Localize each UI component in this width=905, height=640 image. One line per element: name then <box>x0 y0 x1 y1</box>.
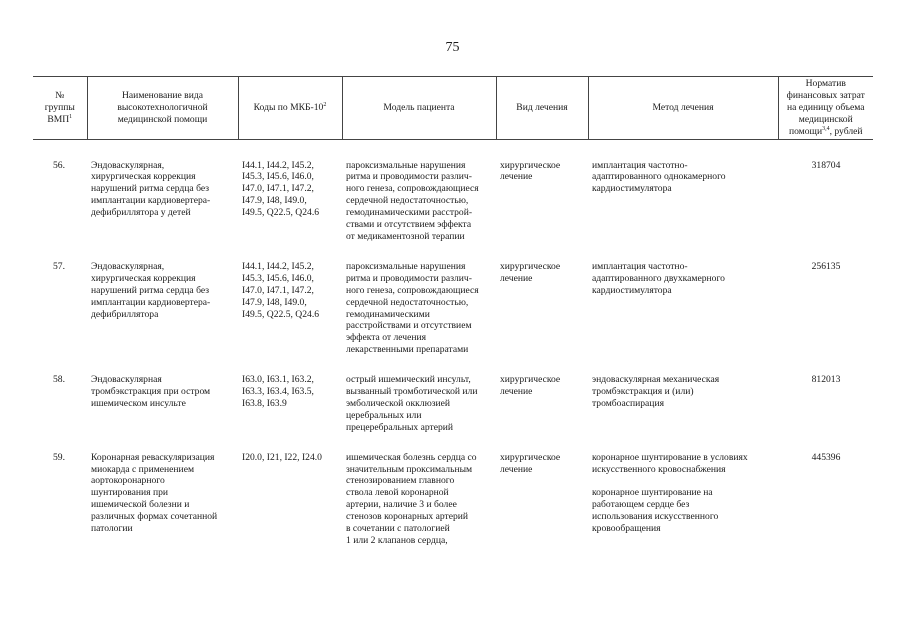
group-number-cell: 57. <box>53 260 65 272</box>
table-header <box>33 77 873 140</box>
patient-model-cell: острый ишемический инсульт, вызванный тромботической или эмболической окклюзией церебральных или прецеребральных артерий <box>346 374 478 433</box>
table-row <box>33 261 873 356</box>
method-item: эндоваскулярная механическая тромбэкстракция и (или) тромбоаспирация <box>592 374 720 409</box>
norm-value-cell: 445396 <box>811 451 841 463</box>
type-name-cell: Эндоваскулярная, хирургическая коррекция нарушений ритма сердца без имплантации кардиовертера- дефибриллятора у детей <box>91 159 211 219</box>
icd-codes-cell: I44.1, I44.2, I45.2, I45.3, I45.6, I46.0, I47.0, I47.1, I47.2, I47.9, I48, I49.0, I49.5, Q22.5, Q24.6 <box>242 159 320 219</box>
header-type-name: Наименование вида высокотехнологичной медицинской помощи <box>87 77 238 140</box>
icd-codes-cell: I20.0, I21, I22, I24.0 <box>242 451 322 463</box>
header-treatment-type: Вид лечения <box>496 77 588 140</box>
group-number-cell: 56. <box>53 159 65 171</box>
header-codes: Коды по МКБ-$10^2$ <box>238 77 342 140</box>
patient-model-cell: ишемическая болезнь сердца со значительным проксимальным стенозированием главного ствола левой коронарной артерии, наличие 3 и более стенозов коронарных артерий в сочетании с патологией 1 или 2 клапанов сердца, <box>346 451 477 546</box>
header-norm: Норматив финансовых затрат на единицу объема медицинской помощи$^{3,4}$, рублей <box>778 77 873 140</box>
treatment-type-cell: хирургическое лечение <box>500 374 561 398</box>
row-spacer <box>33 434 873 452</box>
type-name-cell: Эндоваскулярная тромбэкстракция при остром ишемическом инсульте <box>91 374 211 409</box>
method-item: коронарное шунтирование на работающем сердце без использования искусственного кровообращения <box>592 487 719 535</box>
type-name-cell: Коронарная реваскуляризация миокарда с применением аортокоронарного шунтирования при ишемической болезни и различных формах сочетанной патологии <box>91 451 218 535</box>
group-number-cell: 59. <box>53 451 65 463</box>
table-row <box>33 160 873 243</box>
patient-model-cell: пароксизмальные нарушения ритма и проводимости различ- ного генеза, сопровождающиеся сердечной недостаточностью, гемодинамическими расстрой- ствами и отсутствием эффекта от медикаментозной терапии <box>346 159 479 242</box>
method-cell <box>588 160 778 243</box>
header-method: Метод лечения <box>588 77 778 140</box>
table-row <box>33 374 873 434</box>
header-patient-model: Модель пациента <box>342 77 496 140</box>
page-number: 75 <box>445 40 460 55</box>
treatment-type-cell: хирургическое лечение <box>500 159 561 183</box>
method-cell <box>588 374 778 434</box>
row-spacer <box>33 139 873 160</box>
row-spacer <box>33 356 873 374</box>
norm-value-cell: 812013 <box>811 374 841 386</box>
treatment-type-cell: хирургическое лечение <box>500 451 561 475</box>
patient-model-cell: пароксизмальные нарушения ритма и проводимости различ- ного генеза, сопровождающиеся сердечной недостаточностью, гемодинамическими расстройствами и отсутствием эффекта от лечения лекарственными препаратами <box>346 260 479 356</box>
icd-codes-cell: I63.0, I63.1, I63.2, I63.3, I63.4, I63.5, I63.8, I63.9 <box>242 374 314 409</box>
type-name-cell: Эндоваскулярная, хирургическая коррекция нарушений ритма сердца без имплантации кардиовертера- дефибриллятора <box>91 260 211 320</box>
group-number-cell: 58. <box>53 374 65 386</box>
treatment-type-cell: хирургическое лечение <box>500 260 561 284</box>
row-spacer <box>33 243 873 261</box>
norm-value-cell: 318704 <box>811 159 841 171</box>
norm-value-cell: 256135 <box>811 260 841 272</box>
method-item: коронарное шунтирование в условиях искусственного кровоснабжения <box>592 451 748 475</box>
vmp-table <box>33 76 873 547</box>
method-item: имплантация частотно- адаптированного однокамерного кардиостимулятора <box>592 159 726 195</box>
icd-codes-cell: I44.1, I44.2, I45.2, I45.3, I45.6, I46.0, I47.0, I47.1, I47.2, I47.9, I48, I49.0, I49.5, Q22.5, Q24.6 <box>242 260 320 320</box>
table-row <box>33 452 873 547</box>
method-cell <box>588 452 778 547</box>
method-item: имплантация частотно- адаптированного двухкамерного кардиостимулятора <box>592 260 725 296</box>
header-group-no: № группы ВМП$^1$ <box>33 77 87 140</box>
method-cell <box>588 261 778 356</box>
